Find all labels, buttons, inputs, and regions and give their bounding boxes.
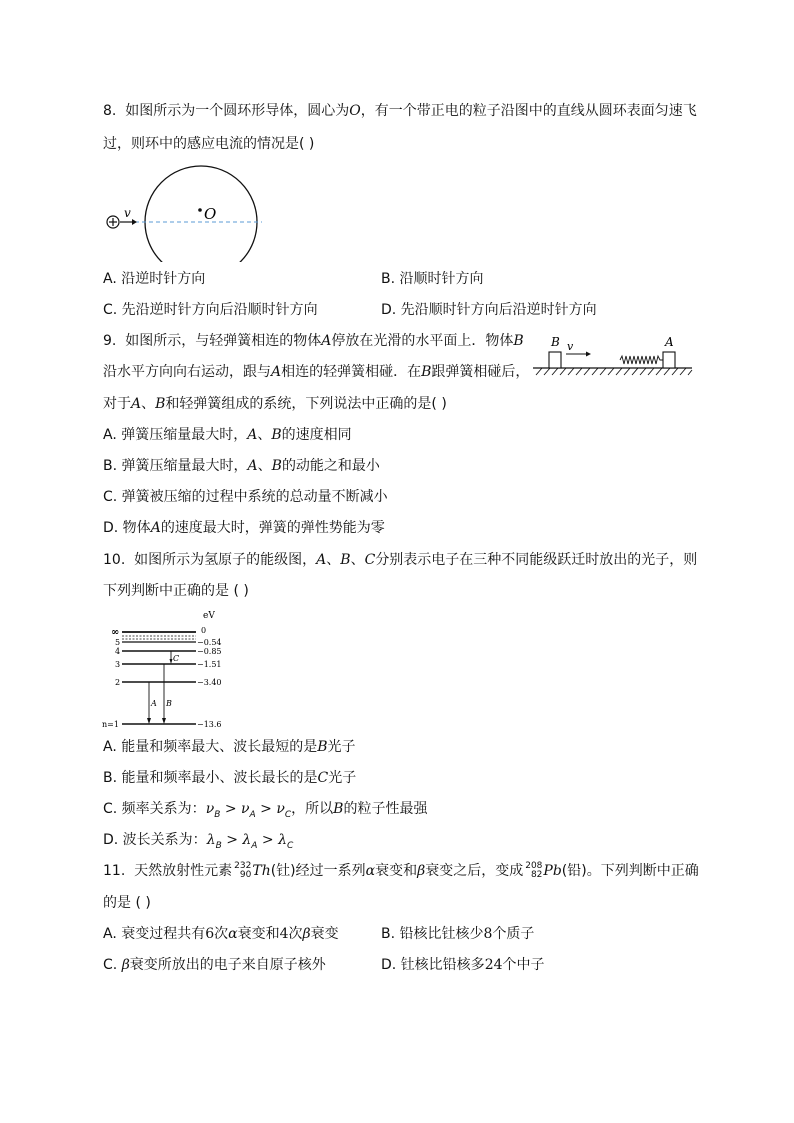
q11-text: (铅)。下列判断中正确 <box>561 863 699 879</box>
q10-energy-level-diagram <box>100 604 230 732</box>
ground-hatching <box>536 368 692 375</box>
q11-text: 衰变之后，变成 <box>425 863 524 879</box>
q10-option-a[interactable] <box>103 737 356 757</box>
option-text: B. 能量和频率最小、波长最长的是 <box>103 770 318 786</box>
level-energy-label: −3.40 <box>197 678 222 687</box>
q11-option-c[interactable] <box>103 955 326 975</box>
q10-var: A <box>316 552 327 568</box>
q10-text: 分别表示电子在三种不同能级跃迁时放出的光子，则 <box>375 552 698 568</box>
math-subscript: C <box>284 809 292 820</box>
ring-conductor <box>145 166 257 262</box>
math-symbol: λ <box>278 832 287 848</box>
q11-option-d[interactable] <box>381 955 545 975</box>
block-b <box>549 352 561 368</box>
option-var: A <box>247 427 258 443</box>
q8-line-1 <box>103 101 697 121</box>
q10-text: 如图所示为氢原子的能级图， <box>134 552 317 568</box>
transition-b-label: B <box>166 699 172 708</box>
q9-line-3 <box>103 394 447 414</box>
q9-text: 相连的轻弹簧相碰．在 <box>281 364 422 380</box>
option-text: A. 衰变过程共有 <box>103 926 206 942</box>
math-symbol: α <box>365 863 376 879</box>
option-text: 、 <box>257 458 272 474</box>
velocity-label: v <box>124 206 131 220</box>
option-number: 6 <box>205 926 215 942</box>
q8-text-1b: ，有一个带正电的粒子沿图中的直线从圆环表面匀速飞 <box>360 103 697 119</box>
mass-number: 232 <box>234 861 252 871</box>
q11-text: 衰变和 <box>375 863 418 879</box>
option-text: 衰变所放出的电子来自原子核外 <box>129 957 326 973</box>
option-text: 衰变 <box>310 926 339 942</box>
option-text: A. 弹簧压缩量最大时， <box>103 427 248 443</box>
center-dot <box>198 208 202 212</box>
level-n-label: n=1 <box>102 720 119 729</box>
q10-number: 10. <box>103 552 126 568</box>
option-text: 光子 <box>327 739 356 755</box>
q10-var: C <box>364 552 376 568</box>
math-subscript: C <box>286 840 294 851</box>
level-energy-label: −0.54 <box>197 638 222 647</box>
math-symbol: β <box>417 863 426 879</box>
level-n-label: 2 <box>115 678 121 687</box>
q9-text: 如图所示，与轻弹簧相连的物体 <box>125 333 322 349</box>
element-symbol: Th <box>252 863 271 879</box>
q8-option-b[interactable]: B. 沿顺时针方向 <box>381 271 484 287</box>
option-text: D. 钍核比铅核多 <box>381 957 485 973</box>
math-symbol: λ <box>242 832 252 848</box>
q10-var: B <box>340 552 351 568</box>
option-text: 光子 <box>328 770 357 786</box>
option-var: B <box>317 739 328 755</box>
option-text: 的速度最大时，弹簧的弹性势能为零 <box>160 520 385 536</box>
level-energy-label: 0 <box>201 626 207 635</box>
math-symbol: ν <box>205 801 215 817</box>
q10-text: 、 <box>350 552 365 568</box>
option-text: 的速度相同 <box>281 427 352 443</box>
q9-line-1 <box>103 331 524 351</box>
q11-text: (钍)经过一系列 <box>270 863 366 879</box>
thorium-nuclide-indices <box>234 862 251 880</box>
center-label: O <box>204 205 217 223</box>
q9-var: A <box>131 396 142 412</box>
q9-text: 停放在光滑的水平面上．物体 <box>331 333 514 349</box>
option-text: 次 <box>214 926 229 942</box>
q10-option-b[interactable] <box>103 768 356 788</box>
option-text: D. 波长关系为： <box>103 832 207 848</box>
q8-line-2: 过，则环中的感应电流的情况是( ) <box>103 136 315 152</box>
velocity-label: v <box>567 340 574 353</box>
math-symbol: ν <box>276 801 285 817</box>
q11-text: 天然放射性元素 <box>134 863 233 879</box>
option-text: 个中子 <box>502 957 545 973</box>
block-a <box>663 352 675 368</box>
block-a-label: A <box>665 335 674 349</box>
q8-option-c[interactable]: C. 先沿逆时针方向后沿顺时针方向 <box>103 302 318 318</box>
q9-text: 、 <box>141 396 156 412</box>
q9-var: A <box>271 364 282 380</box>
level-n-label: 5 <box>115 638 121 647</box>
q9-var: B <box>513 333 524 349</box>
q9-text: 沿水平方向向右运动，跟与 <box>103 364 271 380</box>
spring <box>620 356 663 364</box>
math-subscript: A <box>249 809 256 820</box>
math-operator: > <box>221 832 243 848</box>
transition-a-label: A <box>151 699 157 708</box>
math-symbol: α <box>228 926 238 942</box>
level-energy-label: −1.51 <box>197 660 222 669</box>
option-text: A. 能量和频率最大、波长最短的是 <box>103 739 318 755</box>
q11-option-b[interactable] <box>381 924 534 944</box>
math-subscript: B <box>214 809 221 820</box>
level-n-label: ∞ <box>111 627 120 638</box>
q9-var: B <box>155 396 166 412</box>
math-subscript: A <box>251 840 258 851</box>
math-subscript: B <box>215 840 222 851</box>
option-number: 8 <box>483 926 493 942</box>
math-operator: > <box>220 801 242 817</box>
q9-text: 和轻弹簧组成的系统，下列说法中正确的是( ) <box>165 396 447 412</box>
option-var: A <box>247 458 258 474</box>
q11-option-a[interactable] <box>103 924 339 944</box>
option-text: 的粒子性最强 <box>343 801 428 817</box>
option-var: A <box>150 520 161 536</box>
block-b-label: B <box>551 335 560 349</box>
option-text: C. 频率关系为： <box>103 801 206 817</box>
transition-c-label: C <box>173 654 180 663</box>
element-symbol: Pb <box>543 863 562 879</box>
option-text: C. <box>103 957 122 973</box>
q8-option-d[interactable]: D. 先沿顺时针方向后沿逆时针方向 <box>381 302 597 318</box>
lead-nuclide-indices <box>525 862 542 880</box>
q10-line-1 <box>103 550 697 570</box>
q9-text: 对于 <box>103 396 131 412</box>
q9-number: 9. <box>103 333 117 349</box>
level-energy-label: −13.6 <box>197 720 222 729</box>
option-var: B <box>271 458 282 474</box>
option-text: D. 物体 <box>103 520 151 536</box>
q10-text: 、 <box>326 552 341 568</box>
q10-option-c[interactable] <box>103 799 427 825</box>
q10-line-2: 下列判断中正确的是 ( ) <box>103 583 249 599</box>
q8-number: 8. <box>103 103 117 119</box>
q8-ring-figure <box>100 162 270 262</box>
option-number: 4 <box>279 926 289 942</box>
q9-var: B <box>421 364 432 380</box>
math-operator: > <box>257 832 279 848</box>
q9-line-2 <box>103 362 529 382</box>
option-text: 、 <box>257 427 272 443</box>
mass-number: 208 <box>525 861 543 871</box>
q9-option-a[interactable] <box>103 425 352 445</box>
option-text: ，所以 <box>291 801 334 817</box>
q9-option-b[interactable] <box>103 456 380 476</box>
q9-option-d[interactable] <box>103 518 385 538</box>
q8-var-o: O <box>349 103 361 119</box>
option-var: C <box>317 770 329 786</box>
option-text: B. 弹簧压缩量最大时， <box>103 458 248 474</box>
option-text: 的动能之和最小 <box>281 458 380 474</box>
level-n-label: 3 <box>115 660 121 669</box>
q9-option-c[interactable]: C. 弹簧被压缩的过程中系统的总动量不断减小 <box>103 489 388 505</box>
q8-text-1a: 如图所示为一个圆环形导体，圆心为 <box>125 103 350 119</box>
option-text: 次 <box>288 926 303 942</box>
q10-option-d[interactable] <box>103 830 293 856</box>
unit-label: eV <box>203 611 215 621</box>
math-symbol: λ <box>206 832 216 848</box>
option-var: B <box>333 801 344 817</box>
option-var: B <box>271 427 282 443</box>
q11-number: 11. <box>103 863 126 879</box>
q11-line-1 <box>103 861 699 881</box>
math-symbol: ν <box>241 801 250 817</box>
q11-line-2: 的是 ( ) <box>103 895 151 911</box>
math-symbol: β <box>121 957 130 973</box>
level-energy-label: −0.85 <box>197 647 222 656</box>
q9-spring-figure <box>530 330 695 380</box>
option-number: 24 <box>484 957 503 973</box>
option-text: 衰变和 <box>237 926 280 942</box>
math-operator: > <box>255 801 277 817</box>
q8-option-a[interactable]: A. 沿逆时针方向 <box>103 271 206 287</box>
q9-text: 跟弹簧相碰后， <box>431 364 530 380</box>
atomic-number: 90 <box>239 870 252 880</box>
atomic-number: 82 <box>530 870 543 880</box>
option-text: 个质子 <box>492 926 535 942</box>
math-symbol: β <box>302 926 311 942</box>
q9-var: A <box>321 333 332 349</box>
level-n-label: 4 <box>115 647 121 656</box>
option-text: B. 铅核比钍核少 <box>381 926 484 942</box>
